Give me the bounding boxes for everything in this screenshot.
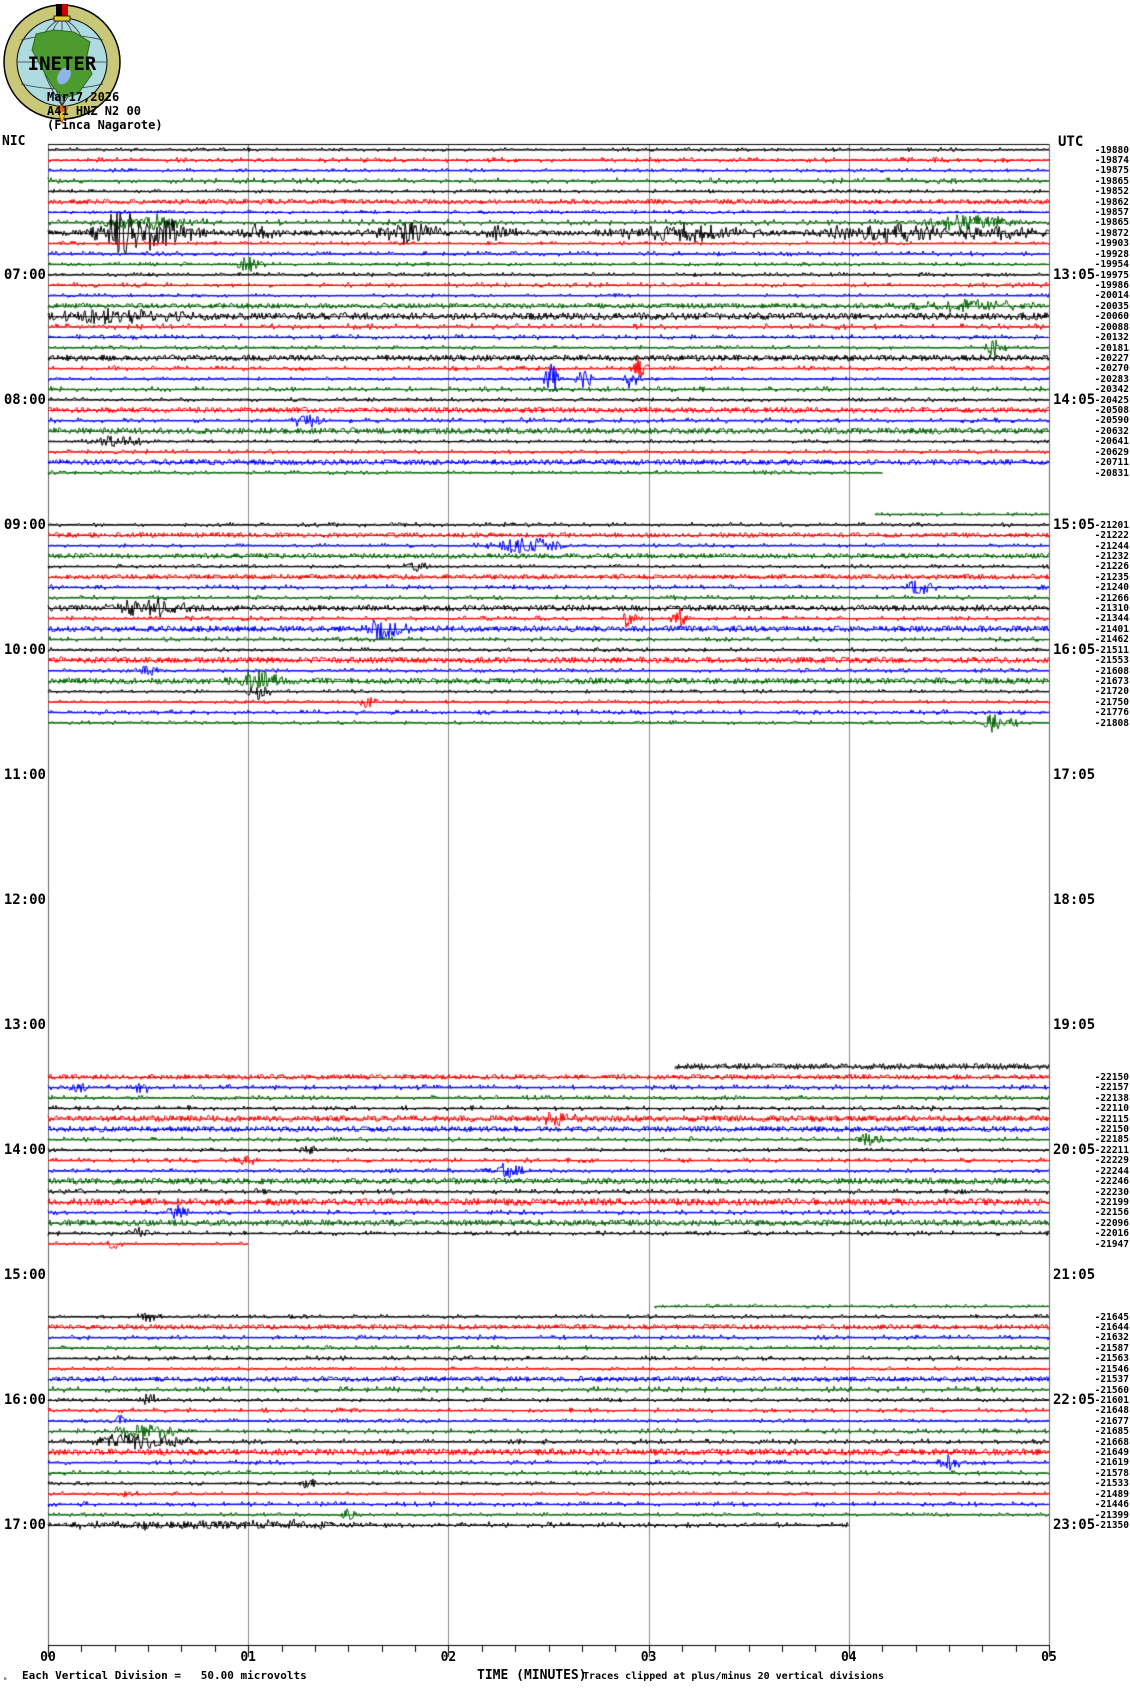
trace-value-label: -22115	[1094, 1113, 1129, 1125]
hour-label-right: 21:05	[1053, 1266, 1096, 1283]
trace-value-label: -22230	[1094, 1186, 1129, 1198]
trace-value-label: -21350	[1094, 1519, 1129, 1531]
trace-value-label: -21553	[1094, 655, 1129, 667]
trace-value-label: -21226	[1094, 561, 1129, 573]
stray-mark: ₘ	[3, 1674, 8, 1682]
trace-value-label: -20227	[1094, 352, 1129, 364]
hour-label-left: 11:00	[3, 766, 46, 783]
trace-value-label: -20508	[1094, 405, 1129, 416]
trace-value-label: -20060	[1094, 311, 1129, 323]
trace-value-label: -21546	[1094, 1363, 1129, 1375]
trace-value-label: -21563	[1094, 1353, 1129, 1365]
trace-value-label: -19862	[1094, 196, 1129, 208]
trace-value-label: -20088	[1094, 321, 1129, 333]
trace-value-label: -22246	[1094, 1176, 1129, 1188]
trace-value-label: -21648	[1094, 1405, 1129, 1417]
x-tick-label: 05	[1041, 1650, 1057, 1665]
trace-value-label: -21649	[1094, 1447, 1129, 1458]
trace-value-label: -19872	[1094, 227, 1129, 239]
trace-value-label: -21560	[1094, 1384, 1129, 1396]
trace-value-label: -21644	[1094, 1322, 1129, 1333]
trace-value-label: -21668	[1094, 1436, 1129, 1448]
trace-value-label: -21232	[1094, 550, 1129, 562]
x-tick-label: 03	[640, 1650, 657, 1665]
hour-label-right: 15:05	[1053, 516, 1096, 533]
trace-value-label: -20283	[1094, 373, 1129, 385]
trace-value-label: -21720	[1094, 686, 1129, 698]
trace-value-label: -21537	[1094, 1374, 1129, 1386]
trace-value-label: -21310	[1094, 603, 1129, 614]
trace-value-label: -22157	[1094, 1082, 1129, 1094]
hour-label-left: 13:00	[3, 1016, 46, 1033]
trace-value-label: -21244	[1094, 540, 1129, 552]
trace-value-label: -22016	[1094, 1228, 1129, 1240]
trace-value-label: -21608	[1094, 665, 1129, 677]
trace-value-label: -20641	[1094, 436, 1129, 448]
x-axis-title: TIME (MINUTES)	[477, 1668, 587, 1683]
trace-value-label: -22185	[1094, 1134, 1129, 1146]
trace-value-label: -21750	[1094, 696, 1129, 708]
trace-value-label: -21645	[1094, 1311, 1129, 1323]
trace-value-label: -21808	[1094, 717, 1129, 729]
hour-label-left: 10:00	[3, 641, 46, 658]
trace-value-label: -21619	[1094, 1457, 1129, 1469]
trace-value-label: -21685	[1094, 1426, 1129, 1438]
trace-value-label: -20035	[1094, 300, 1129, 312]
trace-value-label: -21673	[1094, 675, 1129, 687]
hour-label-right: 17:05	[1053, 766, 1096, 783]
trace-value-label: -19986	[1094, 280, 1129, 291]
trace-value-label: -20590	[1094, 415, 1129, 427]
trace-value-label: -19874	[1094, 154, 1129, 166]
hour-label-right: 13:05	[1053, 266, 1096, 283]
hour-label-right: 14:05	[1053, 391, 1096, 408]
trace-value-label: -21399	[1094, 1509, 1129, 1521]
x-tick-label: 01	[240, 1650, 257, 1665]
hour-label-right: 23:05	[1053, 1516, 1096, 1533]
trace-value-label: -20132	[1094, 332, 1129, 344]
hour-label-right: 20:05	[1053, 1141, 1096, 1158]
trace-value-label: -22211	[1094, 1144, 1129, 1156]
trace-value-label: -20425	[1094, 394, 1129, 406]
trace-value-label: -20711	[1094, 457, 1129, 469]
trace-value-label: -22156	[1094, 1207, 1129, 1219]
hour-label-left: 07:00	[3, 266, 46, 283]
trace-value-label: -20831	[1094, 467, 1129, 479]
trace-value-label: -21947	[1094, 1238, 1129, 1250]
trace-value-label: -21601	[1094, 1394, 1129, 1406]
trace-value-label: -19875	[1094, 165, 1129, 177]
hour-label-right: 22:05	[1053, 1391, 1096, 1408]
trace-value-label: -19928	[1094, 248, 1129, 260]
hour-label-left: 16:00	[3, 1391, 46, 1408]
trace-value-label: -20014	[1094, 290, 1129, 302]
x-tick-label: 02	[440, 1650, 457, 1665]
trace-value-label: -21401	[1094, 623, 1129, 635]
hour-label-left: 14:00	[3, 1141, 46, 1158]
trace-value-label: -21677	[1094, 1415, 1129, 1427]
trace-value-label: -21235	[1094, 571, 1129, 583]
trace-value-label: -21511	[1094, 644, 1129, 656]
trace-value-label: -20181	[1094, 342, 1129, 354]
trace-value-label: -22110	[1094, 1103, 1129, 1115]
trace-value-label: -19865	[1094, 217, 1129, 229]
trace-value-label: -19857	[1094, 207, 1129, 218]
trace-value-label: -21344	[1094, 613, 1129, 625]
trace-value-label: -21578	[1094, 1467, 1129, 1479]
trace-value-label: -21587	[1094, 1342, 1129, 1354]
x-tick-label: 00	[40, 1650, 56, 1665]
trace-value-label: -20342	[1094, 384, 1129, 396]
trace-value-label: -21201	[1094, 519, 1129, 531]
trace-value-label: -20632	[1094, 425, 1129, 437]
trace-value-label: -22244	[1094, 1165, 1129, 1177]
trace-value-label: -22150	[1094, 1071, 1129, 1083]
trace-value-label: -21462	[1094, 634, 1129, 646]
trace-value-label: -21240	[1094, 582, 1129, 594]
hour-label-left: 08:00	[3, 391, 46, 408]
trace-value-label: -21266	[1094, 592, 1129, 604]
trace-value-label: -20629	[1094, 446, 1129, 458]
trace-value-label: -19852	[1094, 186, 1129, 198]
trace-value-label: -19880	[1094, 144, 1129, 156]
hour-label-left: 17:00	[3, 1516, 46, 1533]
trace-value-label: -19954	[1094, 259, 1129, 271]
trace-value-label: -21446	[1094, 1499, 1129, 1511]
trace-value-label: -20270	[1094, 363, 1129, 375]
trace-value-label: -22229	[1094, 1155, 1129, 1167]
hour-label-right: 19:05	[1053, 1016, 1096, 1033]
trace-value-label: -19975	[1094, 269, 1129, 281]
x-tick-label: 04	[840, 1650, 857, 1665]
hour-label-left: 15:00	[3, 1266, 46, 1283]
hour-label-right: 18:05	[1053, 891, 1096, 908]
scale-note: Each Vertical Division = 50.00 microvolts	[22, 1669, 307, 1682]
trace-value-label: -22138	[1094, 1092, 1129, 1104]
hour-label-left: 09:00	[3, 516, 46, 533]
hour-label-right: 16:05	[1053, 641, 1096, 658]
trace-value-label: -22199	[1094, 1196, 1129, 1208]
clip-note: Traces clipped at plus/minus 20 vertical divisions	[583, 1671, 885, 1682]
trace-value-label: -21222	[1094, 530, 1129, 541]
trace-value-label: -21632	[1094, 1332, 1129, 1344]
trace-value-label: -19903	[1094, 238, 1129, 250]
trace-value-label: -21489	[1094, 1488, 1129, 1500]
hour-label-left: 12:00	[3, 891, 46, 908]
trace-value-label: -21533	[1094, 1478, 1129, 1490]
trace-value-label: -19865	[1094, 175, 1129, 187]
trace-value-label: -22096	[1094, 1217, 1129, 1229]
trace-value-label: -22150	[1094, 1124, 1129, 1135]
trace-value-label: -21776	[1094, 707, 1129, 719]
